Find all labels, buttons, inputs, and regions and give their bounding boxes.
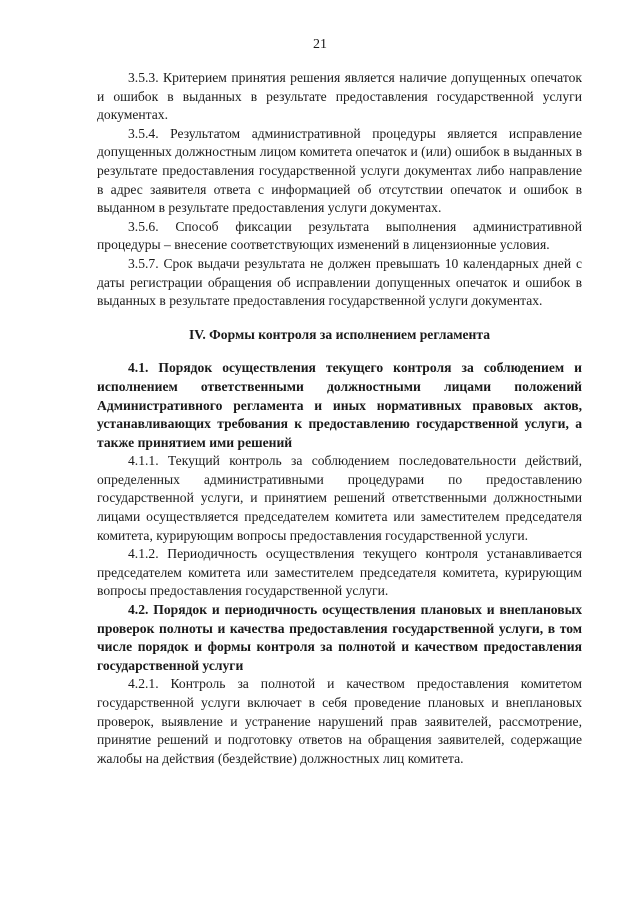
paragraph-4-1-1: 4.1.1. Текущий контроль за соблюдением последовательности действий, определенных административными процедурами по предоставлению государственной услуги, и принятием решений ответственными должностными лицами осуществляется председателем комитета или заместителем председателя комитета, курирующим вопросы предоставления государственной услуги. — [97, 453, 582, 543]
document-body — [97, 69, 582, 768]
paragraph-3-5-4: 3.5.4. Результатом административной процедуры является исправление допущенных должностным лицом комитета опечаток и (или) ошибок в выданных в результате предоставления государственной услуги документах либо направление в адрес заявителя ответа с информацией об отсутствии опечаток и ошибок в выданном в результате предоставления услуги документах. — [97, 125, 582, 216]
paragraph-3-5-6: 3.5.6. Способ фиксации результата выполнения административной процедуры – внесение соответствующих изменений в лицензионные условия. — [97, 218, 582, 253]
section-iv-title: IV. Формы контроля за исполнением регламента — [188, 326, 491, 342]
page-number: 21 — [313, 37, 327, 52]
subsection-4-2-title: 4.2. Порядок и периодичность осуществления плановых и внеплановых проверок полноты и качества предоставления государственной услуги, в том числе порядок и формы контроля за полнотой и качеством предоставления государственной услуги — [97, 602, 582, 673]
paragraph-3-5-3: 3.5.3. Критерием принятия решения является наличие допущенных опечаток и ошибок в выданных в результате предоставления государственной услуги документах. — [97, 70, 582, 123]
paragraph-3-5-7: 3.5.7. Срок выдачи результата не должен превышать 10 календарных дней с даты регистрации обращения об исправлении допущенных опечаток и ошибок в выданных в результате предоставления государственной услуги документах. — [97, 255, 582, 309]
subsection-4-1-title: 4.1. Порядок осуществления текущего контроля за соблюдением и исполнением ответственными должностными лицами положений Административного регламента и иных нормативных правовых актов, устанавливающих требования к предоставлению государственной услуги, а также принятием ими решений — [97, 360, 582, 450]
paragraph-4-1-2: 4.1.2. Периодичность осуществления текущего контроля устанавливается председателем комитета или заместителем председателя комитета, курирующим вопросы предоставления государственной услуги. — [97, 546, 582, 599]
paragraph-4-2-1: 4.2.1. Контроль за полнотой и качеством предоставления комитетом государственной услуги включает в себя проведение плановых и внеплановых проверок, выявление и устранение нарушений прав заявителей, рассмотрение, принятие решений и подготовку ответов на обращения заявителей, содержащие жалобы на действия (бездействие) должностных лиц комитета. — [97, 676, 582, 766]
